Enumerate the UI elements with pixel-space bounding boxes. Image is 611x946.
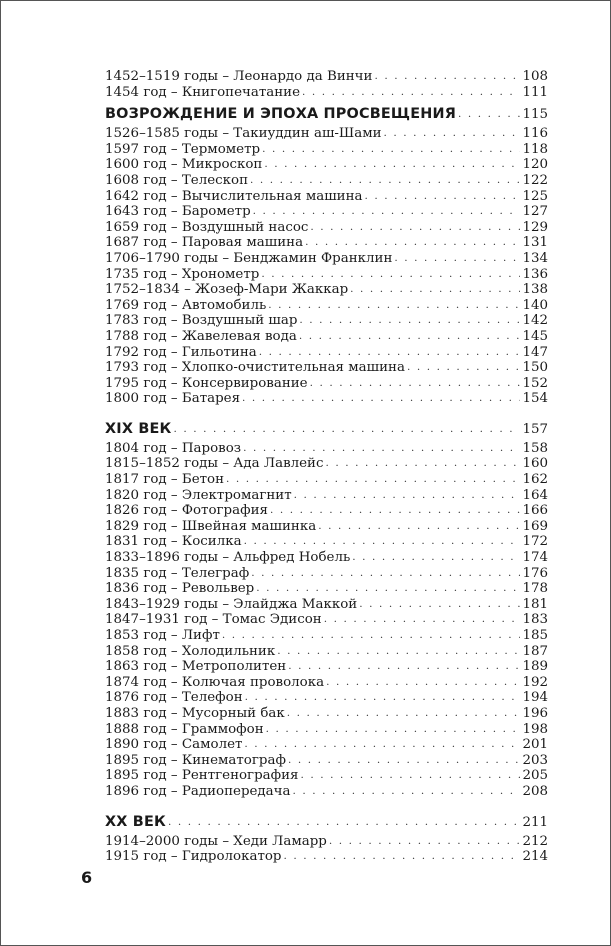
dot-leader bbox=[384, 126, 521, 142]
entry-title: 1608 год – Телескоп bbox=[105, 172, 249, 188]
toc-entry bbox=[105, 644, 548, 660]
dot-leader bbox=[261, 267, 520, 283]
page-ref: 205 bbox=[522, 768, 548, 784]
page-ref: 116 bbox=[522, 126, 548, 142]
page-ref: 166 bbox=[522, 503, 548, 519]
page-ref: 208 bbox=[522, 783, 548, 799]
page-ref: 111 bbox=[522, 84, 548, 100]
entry-title: 1792 год – Гильотина bbox=[105, 344, 257, 360]
section-heading: XX ВЕК bbox=[105, 813, 166, 830]
dot-leader bbox=[174, 419, 521, 439]
dot-leader bbox=[294, 488, 521, 504]
dot-leader bbox=[264, 157, 520, 173]
entry-title: 1600 год – Микроскоп bbox=[105, 157, 263, 173]
dot-leader bbox=[268, 298, 520, 314]
toc-entry bbox=[105, 235, 548, 251]
toc-entry bbox=[105, 675, 548, 691]
entry-title: 1706–1790 годы – Бенджамин Франклин bbox=[105, 250, 393, 266]
toc-entry bbox=[105, 345, 548, 361]
dot-leader bbox=[324, 612, 521, 628]
page-number: 6 bbox=[81, 868, 93, 887]
page-ref: 138 bbox=[522, 282, 548, 298]
toc-entry bbox=[105, 282, 548, 298]
page-ref: 122 bbox=[522, 172, 548, 188]
page-ref: 142 bbox=[522, 313, 548, 329]
entry-title: 1526–1585 годы – Такиуддин аш-Шами bbox=[105, 126, 382, 142]
toc-entry bbox=[105, 612, 548, 628]
entry-title: 1829 год – Швейная машинка bbox=[105, 518, 317, 534]
toc-entry bbox=[105, 768, 548, 784]
toc-entry bbox=[105, 267, 548, 283]
page-ref: 212 bbox=[522, 833, 548, 849]
toc-entry bbox=[105, 519, 548, 535]
entry-title: 1835 год – Телеграф bbox=[105, 565, 250, 581]
page-ref: 136 bbox=[522, 266, 548, 282]
toc-entry bbox=[105, 126, 548, 142]
page-ref: 183 bbox=[522, 612, 548, 628]
page-ref: 152 bbox=[522, 375, 548, 391]
entry-title: 1914–2000 годы – Хеди Ламарр bbox=[105, 833, 327, 849]
entry-title: 1847–1931 год – Томас Эдисон bbox=[105, 612, 322, 628]
dot-leader bbox=[310, 220, 520, 236]
page-ref: 164 bbox=[522, 487, 548, 503]
toc-entry bbox=[105, 85, 548, 101]
toc-entry bbox=[105, 550, 548, 566]
toc-entry bbox=[105, 173, 548, 189]
page-ref: 192 bbox=[522, 674, 548, 690]
entry-title: 1783 год – Воздушный шар bbox=[105, 313, 298, 329]
toc-entry bbox=[105, 737, 548, 753]
toc-entry bbox=[105, 69, 548, 85]
toc-entry bbox=[105, 581, 548, 597]
dot-leader bbox=[325, 456, 520, 472]
page-ref: 201 bbox=[522, 737, 548, 753]
toc-entry bbox=[105, 391, 548, 407]
dot-leader bbox=[299, 329, 521, 345]
entry-title: 1820 год – Электромагнит bbox=[105, 487, 292, 503]
entry-title: 1793 год – Хлопко-очистительная машина bbox=[105, 360, 405, 376]
toc-entry bbox=[105, 849, 548, 865]
dot-leader bbox=[250, 173, 520, 189]
dot-leader bbox=[329, 834, 521, 850]
page-ref: 140 bbox=[522, 297, 548, 313]
dot-leader bbox=[244, 534, 521, 550]
entry-title: 1454 год – Книгопечатание bbox=[105, 84, 301, 100]
toc-entry bbox=[105, 376, 548, 392]
toc-entry bbox=[105, 659, 548, 675]
dot-leader bbox=[302, 85, 520, 101]
dot-leader bbox=[299, 313, 520, 329]
toc-entry bbox=[105, 204, 548, 220]
toc-entry bbox=[105, 220, 548, 236]
page-ref: 129 bbox=[522, 219, 548, 235]
toc-entry bbox=[105, 456, 548, 472]
dot-leader bbox=[259, 345, 521, 361]
dot-leader bbox=[458, 104, 520, 124]
toc-entry bbox=[105, 488, 548, 504]
dot-leader bbox=[374, 69, 520, 85]
entry-title: 1687 год – Паровая машина bbox=[105, 235, 304, 251]
dot-leader bbox=[359, 597, 520, 613]
page-ref: 172 bbox=[522, 534, 548, 550]
page-ref: 150 bbox=[522, 360, 548, 376]
page-ref: 214 bbox=[522, 849, 548, 865]
entry-title: 1735 год – Хронометр bbox=[105, 266, 260, 282]
entry-title: 1769 год – Автомобиль bbox=[105, 297, 267, 313]
entry-title: 1853 год – Лифт bbox=[105, 628, 220, 643]
section-heading: ВОЗРОЖДЕНИЕ И ЭПОХА ПРОСВЕЩЕНИЯ bbox=[105, 106, 456, 123]
toc-entry bbox=[105, 534, 548, 550]
entry-title: 1896 год – Радиопередача bbox=[105, 783, 291, 799]
dot-leader bbox=[251, 566, 520, 582]
entry-title: 1831 год – Косилка bbox=[105, 534, 242, 550]
dot-leader bbox=[266, 722, 521, 738]
entry-title: 1815–1852 годы – Ада Лавлейс bbox=[105, 456, 324, 472]
toc-entry bbox=[105, 472, 548, 488]
dot-leader bbox=[168, 812, 520, 832]
page-ref: 162 bbox=[522, 472, 548, 488]
entry-title: 1874 год – Колючая проволока bbox=[105, 674, 325, 690]
page-ref: 181 bbox=[522, 596, 548, 612]
entry-title: 1883 год – Мусорный бак bbox=[105, 705, 285, 721]
page-ref: 176 bbox=[522, 565, 548, 581]
page-ref: 154 bbox=[522, 391, 548, 407]
toc-entry bbox=[105, 189, 548, 205]
page-ref: 131 bbox=[522, 235, 548, 251]
page-ref: 211 bbox=[522, 814, 548, 830]
entry-title: 1833–1896 годы – Альфред Нобель bbox=[105, 550, 351, 566]
page-ref: 157 bbox=[522, 421, 548, 437]
toc-entry bbox=[105, 441, 548, 457]
entry-title: 1452–1519 годы – Леонардо да Винчи bbox=[105, 69, 373, 84]
entry-title: 1817 год – Бетон bbox=[105, 472, 225, 488]
page-ref: 169 bbox=[522, 518, 548, 534]
page-ref: 134 bbox=[522, 250, 548, 266]
page-ref: 125 bbox=[522, 188, 548, 204]
entry-title: 1890 год – Самолет bbox=[105, 737, 243, 753]
page-ref: 189 bbox=[522, 659, 548, 675]
entry-title: 1659 год – Воздушный насос bbox=[105, 219, 309, 235]
page-ref: 108 bbox=[522, 69, 548, 84]
toc-entry bbox=[105, 313, 548, 329]
toc-section bbox=[105, 812, 548, 832]
dot-leader bbox=[293, 784, 521, 800]
dot-leader bbox=[277, 644, 520, 660]
toc-entry bbox=[105, 251, 548, 267]
page-ref: 145 bbox=[522, 328, 548, 344]
page-ref: 118 bbox=[522, 141, 548, 157]
toc-entry bbox=[105, 722, 548, 738]
dot-leader bbox=[326, 675, 520, 691]
dot-leader bbox=[305, 235, 520, 251]
toc-entry bbox=[105, 834, 548, 850]
entry-title: 1795 год – Консервирование bbox=[105, 375, 308, 391]
dot-leader bbox=[226, 472, 520, 488]
entry-title: 1895 год – Кинематограф bbox=[105, 752, 286, 768]
dot-leader bbox=[365, 189, 521, 205]
page-ref: 196 bbox=[522, 705, 548, 721]
dot-leader bbox=[244, 737, 520, 753]
dot-leader bbox=[243, 441, 520, 457]
dot-leader bbox=[394, 251, 520, 267]
toc-section bbox=[105, 104, 548, 124]
toc-entry bbox=[105, 157, 548, 173]
toc-entry bbox=[105, 503, 548, 519]
dot-leader bbox=[288, 753, 521, 769]
toc-entry bbox=[105, 142, 548, 158]
entry-title: 1836 год – Револьвер bbox=[105, 581, 255, 597]
page-ref: 120 bbox=[522, 157, 548, 173]
dot-leader bbox=[253, 204, 521, 220]
entry-title: 1876 год – Телефон bbox=[105, 690, 243, 706]
toc-entry bbox=[105, 690, 548, 706]
page-ref: 194 bbox=[522, 690, 548, 706]
toc-entry bbox=[105, 360, 548, 376]
entry-title: 1843–1929 годы – Элайджа Маккой bbox=[105, 596, 358, 612]
page-ref: 178 bbox=[522, 581, 548, 597]
dot-leader bbox=[318, 519, 520, 535]
toc-entry bbox=[105, 566, 548, 582]
toc-entry bbox=[105, 597, 548, 613]
dot-leader bbox=[262, 142, 520, 158]
page-ref: 203 bbox=[522, 752, 548, 768]
section-gap bbox=[105, 407, 548, 415]
toc-entry bbox=[105, 329, 548, 345]
page-ref: 147 bbox=[522, 344, 548, 360]
entry-title: 1788 год – Жавелевая вода bbox=[105, 328, 297, 344]
table-of-contents bbox=[105, 69, 548, 865]
entry-title: 1804 год – Паровоз bbox=[105, 440, 242, 456]
section-gap bbox=[105, 800, 548, 808]
entry-title: 1888 год – Граммофон bbox=[105, 721, 264, 737]
entry-title: 1895 год – Рентгенография bbox=[105, 768, 299, 784]
entry-title: 1858 год – Холодильник bbox=[105, 643, 276, 659]
toc-entry bbox=[105, 298, 548, 314]
dot-leader bbox=[352, 550, 520, 566]
page-ref: 185 bbox=[522, 628, 548, 643]
entry-title: 1597 год – Термометр bbox=[105, 141, 261, 157]
dot-leader bbox=[242, 391, 520, 407]
dot-leader bbox=[284, 849, 521, 865]
dot-leader bbox=[245, 690, 521, 706]
dot-leader bbox=[287, 706, 521, 722]
entry-title: 1752–1834 – Жозеф-Мари Жаккар bbox=[105, 282, 349, 298]
page-ref: 158 bbox=[522, 440, 548, 456]
entry-title: 1800 год – Батарея bbox=[105, 391, 241, 407]
entry-title: 1643 год – Барометр bbox=[105, 204, 251, 220]
dot-leader bbox=[270, 503, 521, 519]
toc-entry bbox=[105, 784, 548, 800]
toc-entry bbox=[105, 628, 548, 644]
entry-title: 1642 год – Вычислительная машина bbox=[105, 188, 363, 204]
dot-leader bbox=[350, 282, 520, 298]
dot-leader bbox=[222, 628, 521, 644]
page-ref: 160 bbox=[522, 456, 548, 472]
page-ref: 115 bbox=[522, 107, 548, 123]
entry-title: 1863 год – Метрополитен bbox=[105, 659, 287, 675]
entry-title: 1915 год – Гидролокатор bbox=[105, 849, 282, 865]
page-ref: 174 bbox=[522, 550, 548, 566]
dot-leader bbox=[256, 581, 520, 597]
toc-entry bbox=[105, 706, 548, 722]
page-ref: 127 bbox=[522, 204, 548, 220]
page-ref: 187 bbox=[522, 643, 548, 659]
entry-title: 1826 год – Фотография bbox=[105, 503, 268, 519]
dot-leader bbox=[300, 768, 520, 784]
page-ref: 198 bbox=[522, 721, 548, 737]
dot-leader bbox=[288, 659, 520, 675]
toc-entry bbox=[105, 753, 548, 769]
dot-leader bbox=[407, 360, 520, 376]
section-heading: XIX ВЕК bbox=[105, 420, 172, 437]
toc-section bbox=[105, 419, 548, 439]
dot-leader bbox=[310, 376, 521, 392]
